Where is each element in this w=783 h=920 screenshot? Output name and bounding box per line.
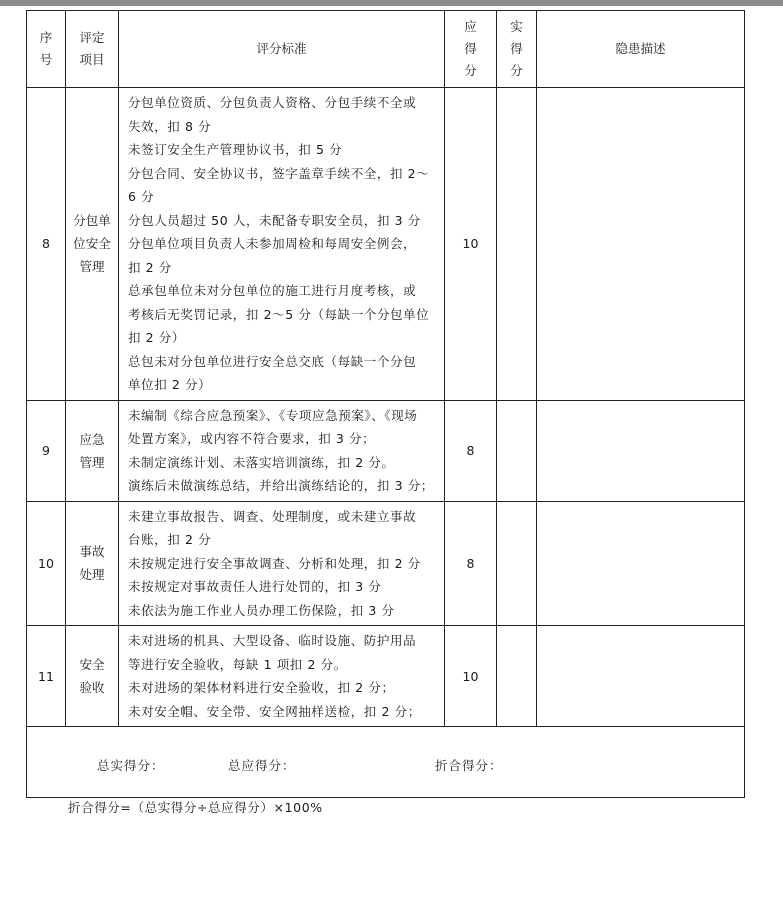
row-standard — [119, 88, 445, 401]
row-actual-score-input[interactable] — [497, 400, 537, 501]
standard-line: 未按规定对事故责任人进行处罚的，扣 3 分 — [128, 579, 382, 594]
totals-cell — [27, 727, 745, 798]
header-should-line: 应 — [464, 19, 477, 34]
standard-line: 未编制《综合应急预案》、《专项应急预案》、《现场 — [128, 407, 418, 423]
row-hazard-input[interactable] — [537, 88, 745, 401]
table-row — [27, 88, 745, 401]
header-actual-line: 实 — [510, 19, 523, 34]
row-standard — [119, 400, 445, 501]
table-row — [27, 400, 745, 501]
header-actual-line: 分 — [510, 63, 523, 78]
standard-line: 分包单位资质、分包负责人资格、分包手续不全或 — [128, 95, 417, 110]
total-actual-label: 总实得分： — [97, 758, 165, 773]
row-item — [66, 88, 119, 401]
header-standard: 评分标准 — [119, 11, 445, 88]
standard-line: 未建立事故报告、调查、处理制度，或未建立事故 — [128, 508, 417, 524]
row-no: 9 — [27, 400, 66, 501]
header-should-line: 分 — [464, 63, 477, 78]
row-should-score: 8 — [445, 501, 497, 626]
row-hazard-input[interactable] — [537, 400, 745, 501]
row-item-line: 应急 — [79, 431, 105, 447]
standard-line: 未依法为施工作业人员办理工伤保险，扣 3 分 — [128, 602, 395, 618]
row-item-line: 分包单 — [73, 213, 111, 229]
row-should-score: 8 — [445, 400, 497, 501]
standard-line: 扣 2 分 — [128, 259, 172, 275]
standard-line: 6 分 — [128, 189, 155, 204]
standard-line: 分包单位项目负责人未参加周检和每周安全例会， — [128, 236, 417, 251]
header-item-line: 评定 — [79, 30, 105, 45]
row-actual-score-input[interactable] — [497, 88, 537, 401]
row-no: 8 — [27, 88, 66, 401]
standard-line: 未对进场的架体材料进行安全验收，扣 2 分； — [128, 680, 395, 695]
total-should-label: 总应得分： — [228, 758, 296, 773]
standard-line: 总承包单位未对分包单位的施工进行月度考核，或 — [128, 283, 417, 298]
converted-score-label: 折合得分： — [435, 758, 503, 773]
row-standard — [119, 626, 445, 727]
row-standard — [119, 501, 445, 626]
standard-line: 未按规定进行安全事故调查、分析和处理，扣 2 分 — [128, 555, 421, 571]
row-item-line: 安全 — [79, 657, 105, 672]
header-hazard: 隐患描述 — [537, 11, 745, 88]
row-should-score: 10 — [445, 88, 497, 401]
standard-line: 考核后无奖罚记录，扣 2～5 分（每缺一个分包单位 — [128, 306, 430, 322]
totals-row — [27, 727, 745, 798]
row-item — [66, 626, 119, 727]
standard-line: 单位扣 2 分） — [128, 377, 212, 392]
standard-line: 未签订安全生产管理协议书，扣 5 分 — [128, 142, 343, 157]
formula-note: 折合得分=（总实得分÷总应得分）×100% — [68, 800, 323, 815]
standard-line: 未对安全帽、安全带、安全网抽样送检，扣 2 分； — [128, 703, 421, 719]
safety-score-table — [26, 10, 745, 798]
standard-line: 演练后未做演练总结，并给出演练结论的，扣 3 分； — [128, 478, 434, 493]
row-item-line: 处理 — [79, 567, 105, 583]
row-item-line: 管理 — [79, 454, 105, 470]
header-actual-score — [497, 11, 537, 88]
header-seq-line: 序 — [39, 30, 53, 45]
standard-line: 等进行安全验收，每缺 1 项扣 2 分。 — [128, 656, 347, 672]
row-actual-score-input[interactable] — [497, 501, 537, 626]
header-item — [66, 11, 119, 88]
header-seq — [27, 11, 66, 88]
row-hazard-input[interactable] — [537, 501, 745, 626]
standard-line: 未对进场的机具、大型设备、临时设施、防护用品 — [128, 633, 417, 648]
row-item-line: 位安全 — [73, 236, 111, 252]
row-item-line: 管理 — [79, 259, 105, 275]
standard-line: 分包人员超过 50 人，未配备专职安全员，扣 3 分 — [128, 212, 421, 228]
header-seq-line: 号 — [39, 52, 53, 67]
row-item — [66, 501, 119, 626]
table-row — [27, 501, 745, 626]
row-actual-score-input[interactable] — [497, 626, 537, 727]
top-border-strip — [0, 0, 783, 6]
row-item — [66, 400, 119, 501]
header-item-line: 项目 — [79, 52, 105, 67]
standard-line: 总包未对分包单位进行安全总交底（每缺一个分包 — [128, 353, 417, 369]
header-should-line: 得 — [464, 41, 477, 56]
row-no: 10 — [27, 501, 66, 626]
row-should-score: 10 — [445, 626, 497, 727]
standard-line: 失效，扣 8 分 — [128, 118, 212, 134]
header-should-score — [445, 11, 497, 88]
standard-line: 台账，扣 2 分 — [128, 532, 212, 547]
row-hazard-input[interactable] — [537, 626, 745, 727]
table-row — [27, 626, 745, 727]
standard-line: 分包合同、安全协议书，签字盖章手续不全，扣 2～ — [128, 165, 430, 181]
standard-line: 处置方案》，或内容不符合要求，扣 3 分； — [128, 431, 376, 446]
row-item-line: 事故 — [79, 544, 105, 560]
standard-line: 扣 2 分） — [128, 330, 185, 345]
header-actual-line: 得 — [510, 41, 523, 56]
standard-line: 未制定演练计划、未落实培训演练，扣 2 分。 — [128, 454, 395, 470]
header-row — [27, 11, 745, 88]
row-item-line: 验收 — [79, 680, 105, 695]
row-no: 11 — [27, 626, 66, 727]
